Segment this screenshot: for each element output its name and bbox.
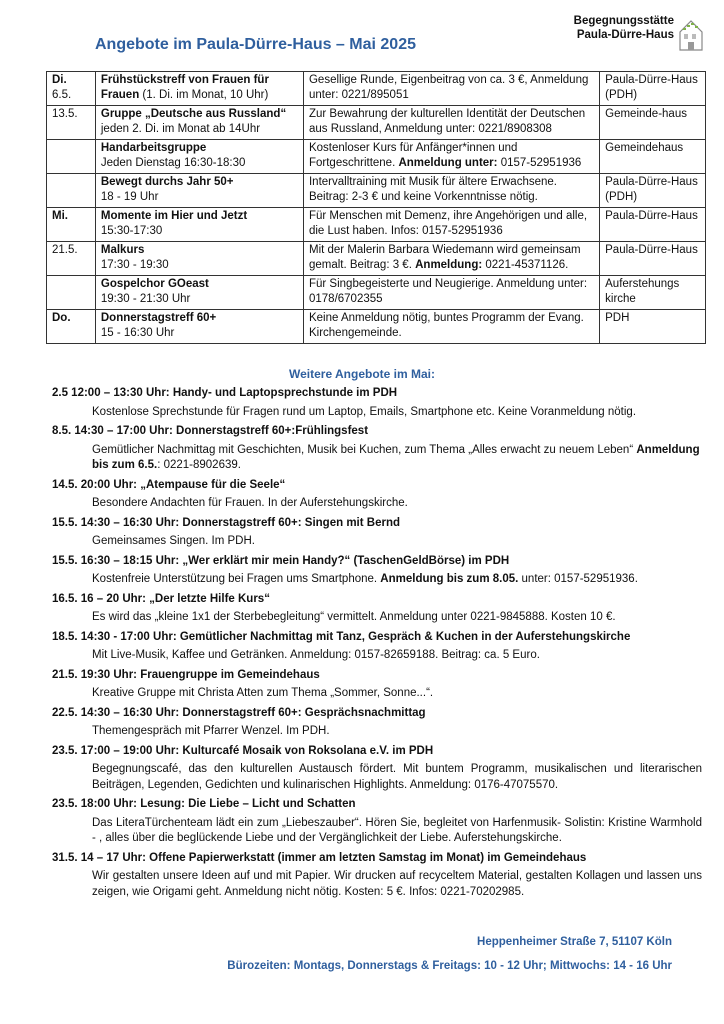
schedule-day: Mi. — [52, 210, 68, 222]
schedule-offer-name: Bewegt durchs Jahr 50+ — [100, 176, 234, 188]
schedule-desc: Gesellige Runde, Eigenbeitrag von ca. 3 €, Anmeldung unter: 0221/895051 — [308, 74, 589, 101]
schedule-day: Di. — [52, 74, 67, 86]
event-heading: 31.5. 14 – 17 Uhr: Offene Papierwerkstatt (immer am letzten Samstag im Monat) im Gemeindehaus — [52, 851, 587, 864]
schedule-offer-cell — [95, 208, 303, 242]
more-offers-title: Weitere Angebote im Mai: — [288, 367, 436, 381]
schedule-desc: Für Menschen mit Demenz, ihre Angehörigen und alle, die Lust haben. Infos: 0157-52951936 — [308, 210, 588, 237]
event-text-bold: Anmeldung bis zum 6.5. — [92, 443, 700, 471]
schedule-offer-time: 18 - 19 Uhr — [100, 191, 159, 203]
schedule-desc-cell — [303, 310, 599, 344]
schedule-date: 13.5. — [52, 108, 78, 120]
event-item — [52, 386, 702, 420]
event-heading: 14.5. 20:00 Uhr: „Atempause für die Seele“ — [52, 478, 286, 491]
schedule-day-cell — [47, 208, 96, 242]
event-description — [52, 572, 702, 588]
schedule-place: Paula-Dürre-Haus (PDH) — [605, 74, 698, 101]
schedule-row — [47, 174, 706, 208]
schedule-desc-cell — [303, 174, 599, 208]
logo-text — [574, 14, 674, 42]
page-title: Angebote im Paula-Dürre-Haus – Mai 2025 — [95, 36, 416, 53]
schedule-row — [47, 276, 706, 310]
event-item — [52, 851, 702, 901]
event-description — [52, 816, 702, 847]
event-item — [52, 668, 702, 702]
logo-line-2: Paula-Dürre-Haus — [576, 29, 674, 41]
event-description — [52, 724, 702, 740]
event-item — [52, 706, 702, 740]
schedule-day-cell — [47, 140, 96, 174]
schedule-place-cell — [600, 106, 706, 140]
schedule-desc: Intervalltraining mit Musik für ältere Erwachsene. Beitrag: 2-3 € und keine Vorkenntnisse nötig. — [308, 176, 557, 203]
schedule-offer-time: 19:30 - 21:30 Uhr — [100, 293, 191, 305]
event-text-after: unter: 0157-52951936. — [518, 573, 638, 585]
schedule-desc-cell — [303, 208, 599, 242]
event-description — [52, 534, 702, 550]
event-heading: 23.5. 17:00 – 19:00 Uhr: Kulturcafé Mosaik von Roksolana e.V. im PDH — [52, 744, 434, 757]
schedule-place-cell — [600, 208, 706, 242]
schedule-desc-bold: Anmeldung: — [415, 259, 483, 271]
event-text: Es wird das „kleine 1x1 der Sterbebegleitung“ vermittelt. Anmeldung unter 0221-9845888. Kosten 10 €. — [92, 611, 616, 623]
schedule-day-cell — [47, 242, 96, 276]
schedule-row — [47, 310, 706, 344]
event-item — [52, 744, 702, 794]
event-text-bold: Anmeldung bis zum 8.05. — [380, 573, 519, 585]
event-text: Wir gestalten unsere Ideen auf und mit Papier. Wir drucken auf recyceltem Material, gestalten Kollagen und lassen uns zeigen, wie Origami geht. Anmeldung nicht nötig. Kosten: 5 €. Infos: 0221-70202985. — [92, 870, 702, 898]
event-heading: 18.5. 14:30 - 17:00 Uhr: Gemütlicher Nachmittag mit Tanz, Gespräch & Kuchen in der Auferstehungskirche — [52, 630, 631, 643]
event-text-after: : 0221-8902639. — [157, 459, 241, 471]
event-text: Themengespräch mit Pfarrer Wenzel. Im PDH. — [92, 725, 330, 737]
schedule-offer-cell — [95, 72, 303, 106]
schedule-day-cell — [47, 174, 96, 208]
schedule-offer-cell — [95, 106, 303, 140]
schedule-place: Paula-Dürre-Haus — [605, 244, 698, 256]
schedule-desc: Keine Anmeldung nötig, buntes Programm der Evang. Kirchengemeinde. — [308, 312, 584, 339]
schedule-desc-after: 0157-52951936 — [497, 157, 582, 169]
schedule-place: PDH — [605, 312, 630, 324]
event-item — [52, 592, 702, 626]
schedule-desc-cell — [303, 72, 599, 106]
schedule-day-cell — [47, 310, 96, 344]
schedule-desc-cell — [303, 106, 599, 140]
schedule-row — [47, 140, 706, 174]
schedule-offer-time: Jeden Dienstag 16:30-18:30 — [100, 157, 246, 169]
schedule-desc-cell — [303, 242, 599, 276]
schedule-offer-time: jeden 2. Di. im Monat ab 14Uhr — [100, 123, 261, 135]
event-text: Das LiteraTürchenteam lädt ein zum „Liebeszauber“. Hören Sie, begleitet von Harfenmusik- Solistin: Kristine Warmhold - , alles über die beglückende Liebe und der Vergänglichkeit der Liebe. Auferstehungskirche. — [92, 816, 702, 844]
schedule-row — [47, 242, 706, 276]
event-item — [52, 630, 702, 664]
schedule-place: Gemeindehaus — [605, 142, 684, 154]
event-heading: 21.5. 19:30 Uhr: Frauengruppe im Gemeindehaus — [52, 668, 320, 681]
schedule-place-cell — [600, 310, 706, 344]
event-item — [52, 478, 702, 512]
schedule-offer-name: Momente im Hier und Jetzt — [100, 210, 248, 222]
schedule-offer-cell — [95, 242, 303, 276]
event-item — [52, 516, 702, 550]
event-heading: 23.5. 18:00 Uhr: Lesung: Die Liebe – Licht und Schatten — [52, 798, 356, 810]
event-heading: 15.5. 14:30 – 16:30 Uhr: Donnerstagstreff 60+: Singen mit Bernd — [52, 516, 400, 529]
event-description — [52, 496, 702, 512]
schedule-row — [47, 72, 706, 106]
schedule-offer-name: Gospelchor GOeast — [100, 278, 209, 290]
event-description — [52, 762, 702, 793]
schedule-date: 6.5. — [52, 89, 72, 101]
schedule-offer-cell — [95, 174, 303, 208]
event-description — [52, 648, 702, 664]
schedule-offer-cell — [95, 276, 303, 310]
event-text: Mit Live-Musik, Kaffee und Getränken. Anmeldung: 0157-82659188. Beitrag: ca. 5 Euro. — [92, 649, 540, 661]
schedule-place-cell — [600, 72, 706, 106]
schedule-place-cell — [600, 242, 706, 276]
schedule-place: Gemeinde-haus — [605, 108, 687, 120]
event-item — [52, 797, 702, 847]
schedule-offer-name: Donnerstagstreff 60+ — [100, 312, 217, 324]
event-item — [52, 424, 702, 474]
schedule-day-cell — [47, 72, 96, 106]
schedule-desc: Mit der Malerin Barbara Wiedemann wird gemeinsam gemalt. Beitrag: 3 €. — [308, 244, 581, 271]
schedule-offer-time: (1. Di. im Monat, 10 Uhr) — [142, 89, 269, 101]
schedule-row — [47, 106, 706, 140]
event-description — [52, 405, 702, 421]
logo — [514, 14, 704, 54]
event-text: Besondere Andachten für Frauen. In der Auferstehungskirche. — [92, 497, 408, 509]
schedule-offer-name: Handarbeitsgruppe — [100, 142, 207, 154]
footer-address: Heppenheimer Straße 7, 51107 Köln — [477, 936, 672, 948]
schedule-row — [47, 208, 706, 242]
schedule-desc-after: 0221-45371126. — [482, 259, 569, 271]
footer-office-hours: Bürozeiten: Montags, Donnerstags & Freitags: 10 - 12 Uhr; Mittwochs: 14 - 16 Uhr — [227, 960, 672, 972]
event-heading: 8.5. 14:30 – 17:00 Uhr: Donnerstagstreff 60+:Frühlingsfest — [52, 425, 369, 437]
event-heading: 2.5 12:00 – 13:30 Uhr: Handy- und Laptopsprechstunde im PDH — [52, 387, 398, 399]
event-heading: 15.5. 16:30 – 18:15 Uhr: „Wer erklärt mir mein Handy?“ (TaschenGeldBörse) im PDH — [52, 554, 510, 567]
schedule-place-cell — [600, 140, 706, 174]
event-description — [52, 610, 702, 626]
schedule-desc: Zur Bewahrung der kulturellen Identität der Deutschen aus Russland, Anmeldung unter: 0221/8908308 — [308, 108, 586, 135]
event-description — [52, 869, 702, 900]
event-description — [52, 443, 702, 474]
schedule-place: Paula-Dürre-Haus (PDH) — [605, 176, 698, 203]
schedule-place-cell — [600, 174, 706, 208]
event-text: Kostenlose Sprechstunde für Fragen rund um Laptop, Emails, Smartphone etc. Keine Voranmeldung nötig. — [92, 405, 637, 418]
event-text: Gemeinsames Singen. Im PDH. — [92, 535, 255, 547]
event-description — [52, 686, 702, 702]
event-text: Gemütlicher Nachmittag mit Geschichten, Musik bei Kuchen, zum Thema „Alles erwacht zu neuem Leben“ — [92, 443, 637, 456]
event-list — [52, 386, 702, 904]
schedule-offer-cell — [95, 310, 303, 344]
schedule-offer-cell — [95, 140, 303, 174]
event-heading: 22.5. 14:30 – 16:30 Uhr: Donnerstagstreff 60+: Gesprächsnachmittag — [52, 706, 426, 719]
schedule-place: Auferstehungs kirche — [605, 278, 680, 305]
schedule-desc: Für Singbegeisterte und Neugierige. Anmeldung unter: 0178/6702355 — [308, 278, 588, 305]
schedule-place-cell — [600, 276, 706, 310]
schedule-day: Do. — [52, 312, 71, 324]
schedule-offer-name: Gruppe „Deutsche aus Russland“ — [100, 108, 287, 120]
event-item — [52, 554, 702, 588]
event-heading: 16.5. 16 – 20 Uhr: „Der letzte Hilfe Kurs“ — [52, 592, 270, 605]
logo-line-1: Begegnungsstätte — [573, 15, 674, 27]
event-text: Kostenfreie Unterstützung bei Fragen ums Smartphone. — [92, 573, 381, 585]
event-text: Kreative Gruppe mit Christa Atten zum Thema „Sommer, Sonne...“. — [92, 687, 434, 699]
schedule-desc: Kostenloser Kurs für Anfänger*innen und Fortgeschrittene. — [308, 142, 518, 169]
schedule-offer-name: Malkurs — [100, 244, 145, 256]
schedule-day-cell — [47, 106, 96, 140]
schedule-offer-time: 17:30 - 19:30 — [100, 259, 169, 271]
schedule-desc-cell — [303, 140, 599, 174]
schedule-day-cell — [47, 276, 96, 310]
schedule-offer-name: Frühstückstreff von Frauen für Frauen — [100, 74, 269, 101]
schedule-place: Paula-Dürre-Haus — [605, 210, 698, 222]
schedule-table — [46, 71, 706, 344]
event-text: Begegnungscafé, das den kulturellen Austausch fördert. Mit buntem Programm, musikalischen und literarischen Beiträgen, Legenden, Gedichten und kulinarischen Highlights. Anmeldung: 0176-47075570. — [92, 763, 702, 791]
house-logo-icon — [678, 16, 704, 52]
schedule-desc-bold: Anmeldung unter: — [398, 157, 498, 169]
schedule-desc-cell — [303, 276, 599, 310]
schedule-offer-time: 15:30-17:30 — [100, 225, 163, 237]
schedule-date: 21.5. — [52, 244, 78, 256]
schedule-offer-time: 15 - 16:30 Uhr — [100, 327, 175, 339]
